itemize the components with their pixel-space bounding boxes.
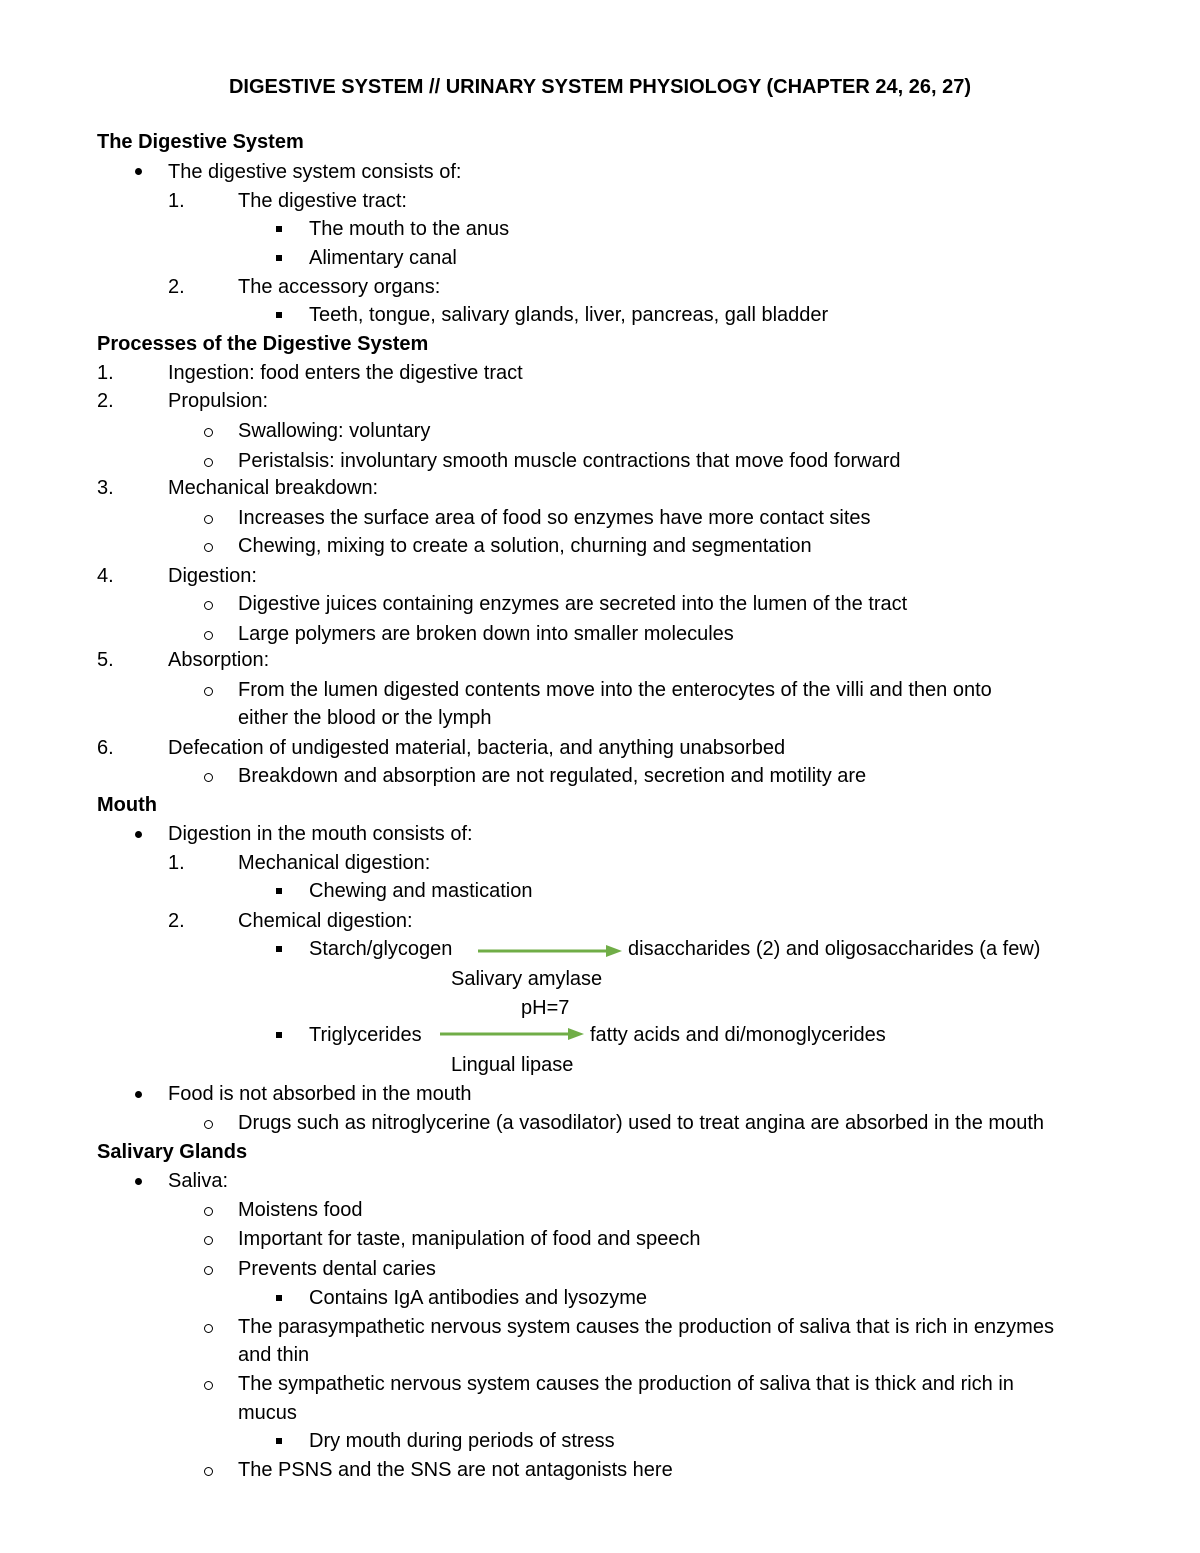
bullet-circle	[204, 515, 213, 524]
list-item: The sympathetic nervous system causes the production of saliva that is thick and rich in	[238, 1373, 1014, 1395]
enzyme-label: Salivary amylase	[451, 968, 603, 990]
heading-digestive-system: The Digestive System	[97, 131, 304, 153]
list-item: The digestive tract:	[238, 190, 407, 212]
reaction-product: disaccharides (2) and oligosaccharides (a few)	[628, 938, 1041, 960]
list-item: Increases the surface area of food so enzymes have more contact sites	[238, 507, 871, 529]
bullet-circle	[204, 601, 213, 610]
list-item: Swallowing: voluntary	[238, 420, 431, 442]
list-item: Moistens food	[238, 1199, 363, 1221]
list-item: Drugs such as nitroglycerine (a vasodilator) used to treat angina are absorbed in the mouth	[238, 1112, 1045, 1134]
list-item: Important for taste, manipulation of food and speech	[238, 1228, 701, 1250]
reaction-substrate: Starch/glycogen	[309, 938, 453, 960]
bullet-square	[276, 888, 282, 894]
bullet-circle	[204, 773, 213, 782]
list-number: 4.	[97, 565, 114, 587]
list-item: Peristalsis: involuntary smooth muscle contractions that move food forward	[238, 450, 901, 472]
ph-label: pH=7	[521, 997, 570, 1019]
bullet-circle	[204, 631, 213, 640]
list-item: Mechanical breakdown:	[168, 477, 379, 499]
list-number: 6.	[97, 737, 114, 759]
heading-processes: Processes of the Digestive System	[97, 333, 429, 355]
reaction-arrow-icon	[440, 1026, 585, 1042]
list-item: Defecation of undigested material, bacteria, and anything unabsorbed	[168, 737, 786, 759]
bullet-circle	[204, 1467, 213, 1476]
list-item: Food is not absorbed in the mouth	[168, 1083, 472, 1105]
bullet-circle	[204, 1236, 213, 1245]
list-number: 1.	[97, 362, 114, 384]
list-item-continuation: mucus	[238, 1402, 297, 1424]
bullet-circle	[204, 428, 213, 437]
list-item: Contains IgA antibodies and lysozyme	[309, 1287, 647, 1309]
bullet-circle	[204, 1266, 213, 1275]
bullet-circle	[204, 687, 213, 696]
list-number: 3.	[97, 477, 114, 499]
bullet-dot	[135, 1178, 142, 1185]
enzyme-label: Lingual lipase	[451, 1054, 574, 1076]
list-number: 5.	[97, 649, 114, 671]
list-item: Alimentary canal	[309, 247, 457, 269]
list-item: Dry mouth during periods of stress	[309, 1430, 615, 1452]
reaction-substrate: Triglycerides	[309, 1024, 422, 1046]
document-title: DIGESTIVE SYSTEM // URINARY SYSTEM PHYSIOLOGY (CHAPTER 24, 26, 27)	[228, 76, 972, 98]
bullet-square	[276, 255, 282, 261]
list-item: The parasympathetic nervous system causes the production of saliva that is rich in enzymes	[238, 1316, 1054, 1338]
list-item: Breakdown and absorption are not regulated, secretion and motility are	[238, 765, 867, 787]
bullet-square	[276, 1295, 282, 1301]
list-item: Teeth, tongue, salivary glands, liver, pancreas, gall bladder	[309, 304, 829, 326]
bullet-square	[276, 1032, 282, 1038]
list-number: 2.	[168, 910, 185, 932]
list-item: Ingestion: food enters the digestive tract	[168, 362, 523, 384]
list-number: 2.	[168, 276, 185, 298]
list-item: Chewing, mixing to create a solution, churning and segmentation	[238, 535, 812, 557]
list-item-continuation: either the blood or the lymph	[238, 707, 492, 729]
bullet-square	[276, 226, 282, 232]
bullet-dot	[135, 1091, 142, 1098]
reaction-product: fatty acids and di/monoglycerides	[590, 1024, 886, 1046]
list-item: Saliva:	[168, 1170, 229, 1192]
list-item: Chemical digestion:	[238, 910, 413, 932]
list-item: Digestion:	[168, 565, 257, 587]
bullet-circle	[204, 458, 213, 467]
heading-mouth: Mouth	[97, 794, 157, 816]
list-item: Digestive juices containing enzymes are secreted into the lumen of the tract	[238, 593, 908, 615]
list-item: The PSNS and the SNS are not antagonists here	[238, 1459, 673, 1481]
list-item: The accessory organs:	[238, 276, 441, 298]
list-item: Prevents dental caries	[238, 1258, 436, 1280]
list-item: From the lumen digested contents move into the enterocytes of the villi and then onto	[238, 679, 992, 701]
list-number: 1.	[168, 852, 185, 874]
bullet-circle	[204, 1120, 213, 1129]
bullet-square	[276, 1438, 282, 1444]
heading-salivary-glands: Salivary Glands	[97, 1141, 248, 1163]
list-item: Absorption:	[168, 649, 270, 671]
bullet-circle	[204, 1207, 213, 1216]
bullet-circle	[204, 1324, 213, 1333]
list-item: Large polymers are broken down into smaller molecules	[238, 623, 734, 645]
bullet-circle	[204, 1381, 213, 1390]
list-item: Mechanical digestion:	[238, 852, 431, 874]
list-item: The digestive system consists of:	[168, 161, 462, 183]
list-item-continuation: and thin	[238, 1344, 310, 1366]
list-item: Digestion in the mouth consists of:	[168, 823, 473, 845]
bullet-square	[276, 946, 282, 952]
list-number: 1.	[168, 190, 185, 212]
reaction-arrow-icon	[478, 943, 623, 959]
list-item: The mouth to the anus	[309, 218, 510, 240]
list-number: 2.	[97, 390, 114, 412]
bullet-square	[276, 312, 282, 318]
list-item: Chewing and mastication	[309, 880, 533, 902]
bullet-dot	[135, 831, 142, 838]
list-item: Propulsion:	[168, 390, 269, 412]
bullet-circle	[204, 543, 213, 552]
bullet-dot	[135, 168, 142, 175]
